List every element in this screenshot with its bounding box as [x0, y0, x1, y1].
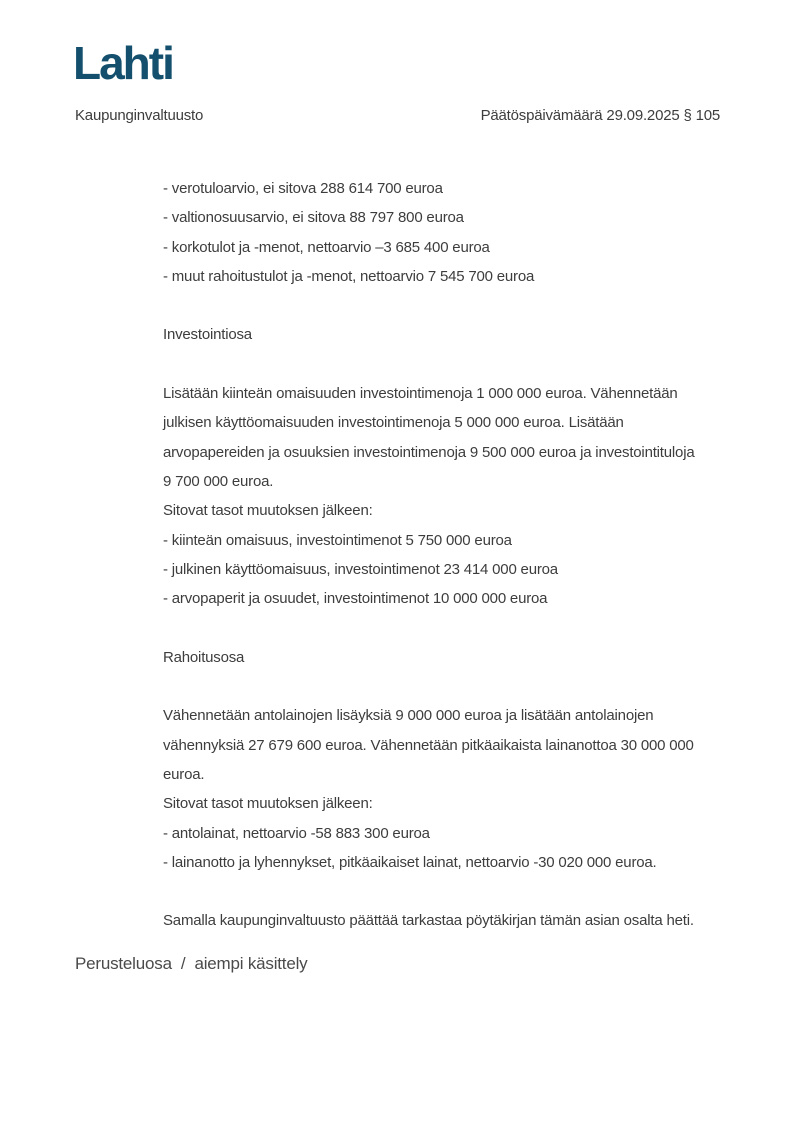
lahti-logo: Lahti	[73, 37, 173, 89]
header-right-decision-date: Päätöspäivämäärä 29.09.2025 § 105	[480, 107, 720, 124]
text-line: - julkinen käyttöomaisuus, investointimenot 23 414 000 euroa	[163, 560, 558, 578]
text-line: euroa.	[163, 765, 205, 783]
text-line: Sitovat tasot muutoksen jälkeen:	[163, 502, 373, 520]
text-line: - valtionosuusarvio, ei sitova 88 797 800 euroa	[163, 209, 464, 227]
text-line: vähennyksiä 27 679 600 euroa. Vähennetään pitkäaikaista lainanottoa 30 000 000	[163, 736, 694, 754]
text-line: - verotuloarvio, ei sitova 288 614 700 euroa	[163, 180, 443, 197]
text-line: - arvopaperit ja osuudet, investointimenot 10 000 000 euroa	[163, 590, 548, 608]
header-row	[75, 106, 720, 126]
text-line: - antolainat, nettoarvio -58 883 300 euroa	[163, 824, 430, 842]
text-line: Sitovat tasot muutoksen jälkeen:	[163, 795, 373, 813]
text-line: Vähennetään antolainojen lisäyksiä 9 000 000 euroa ja lisätään antolainojen	[163, 707, 654, 725]
text-line: Investointiosa	[163, 326, 252, 344]
text-line: - muut rahoitustulot ja -menot, nettoarvio 7 545 700 euroa	[163, 267, 535, 285]
text-line: arvopapereiden ja osuuksien investointimenoja 9 500 000 euroa ja investointituloja	[163, 443, 695, 461]
text-line: 9 700 000 euroa.	[163, 472, 274, 490]
text-line: Samalla kaupunginvaltuusto päättää tarkastaa pöytäkirjan tämän asian osalta heti.	[163, 912, 694, 930]
text-line: julkisen käyttöomaisuuden investointimenoja 5 000 000 euroa. Lisätään	[163, 414, 624, 432]
text-line	[163, 613, 743, 642]
text-line	[163, 672, 743, 701]
perusteluosa-heading: Perusteluosa / aiempi käsittely	[75, 954, 308, 973]
document-body	[163, 174, 743, 936]
text-line	[163, 877, 743, 906]
text-line: - lainanotto ja lyhennykset, pitkäaikaiset lainat, nettoarvio -30 020 000 euroa.	[163, 853, 657, 871]
header-left-text: Kaupunginvaltuusto	[75, 107, 204, 124]
text-line	[163, 350, 743, 379]
text-line: - korkotulot ja -menot, nettoarvio –3 685 400 euroa	[163, 238, 490, 256]
text-line: - kiinteän omaisuus, investointimenot 5 750 000 euroa	[163, 531, 512, 549]
text-line	[163, 291, 743, 320]
text-line: Rahoitusosa	[163, 648, 245, 666]
text-line: Lisätään kiinteän omaisuuden investointimenoja 1 000 000 euroa. Vähennetään	[163, 385, 678, 403]
